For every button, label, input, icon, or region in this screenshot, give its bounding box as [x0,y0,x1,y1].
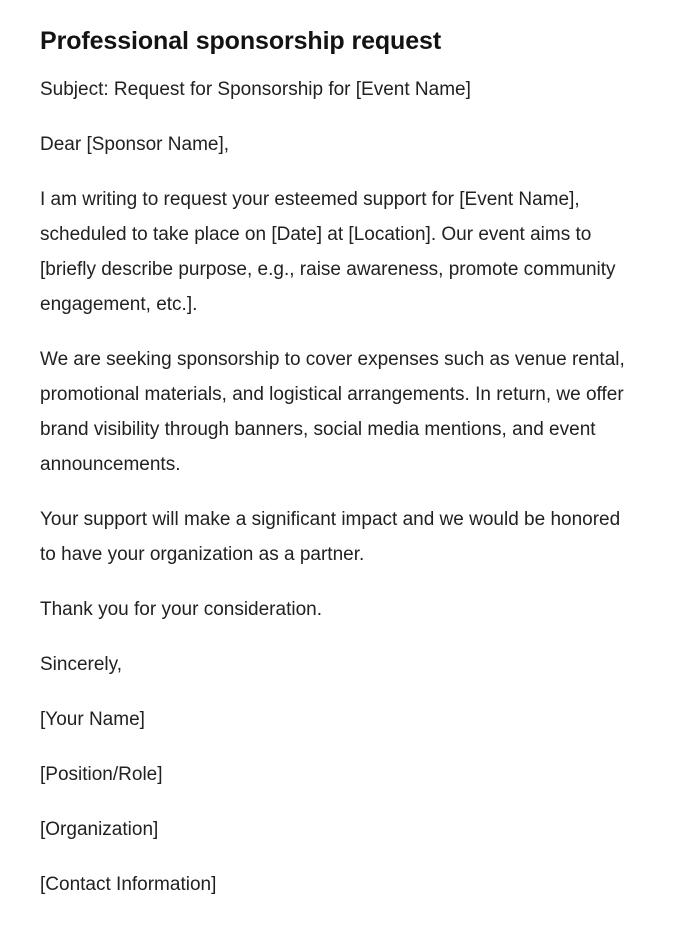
paragraph-thanks: Thank you for your consideration. [40,599,322,620]
signature-position: [Position/Role] [40,764,163,785]
paragraph-intro: I am writing to request your esteemed support for [Event Name], scheduled to take place on [Date] at [Location]. Our event aims to [briefly describe purpose, e.g., raise awareness, promote community engagement, etc.]. [40,189,616,315]
signature-contact: [Contact Information] [40,874,217,895]
paragraph-impact: Your support will make a significant impact and we would be honored to have your organization as a partner. [40,509,621,565]
signature-name: [Your Name] [40,709,145,730]
paragraph-sponsorship-needs: We are seeking sponsorship to cover expenses such as venue rental, promotional materials, and logistical arrangements. In return, we offer brand visibility through banners, social media mentions, and event announcements. [40,349,625,475]
signature-organization: [Organization] [40,819,159,840]
paragraph-salutation: Dear [Sponsor Name], [40,134,230,155]
document-body [40,72,640,902]
paragraph-subject: Subject: Request for Sponsorship for [Event Name] [40,79,471,100]
page-title: Professional sponsorship request [40,27,442,55]
paragraph-closing: Sincerely, [40,654,123,675]
